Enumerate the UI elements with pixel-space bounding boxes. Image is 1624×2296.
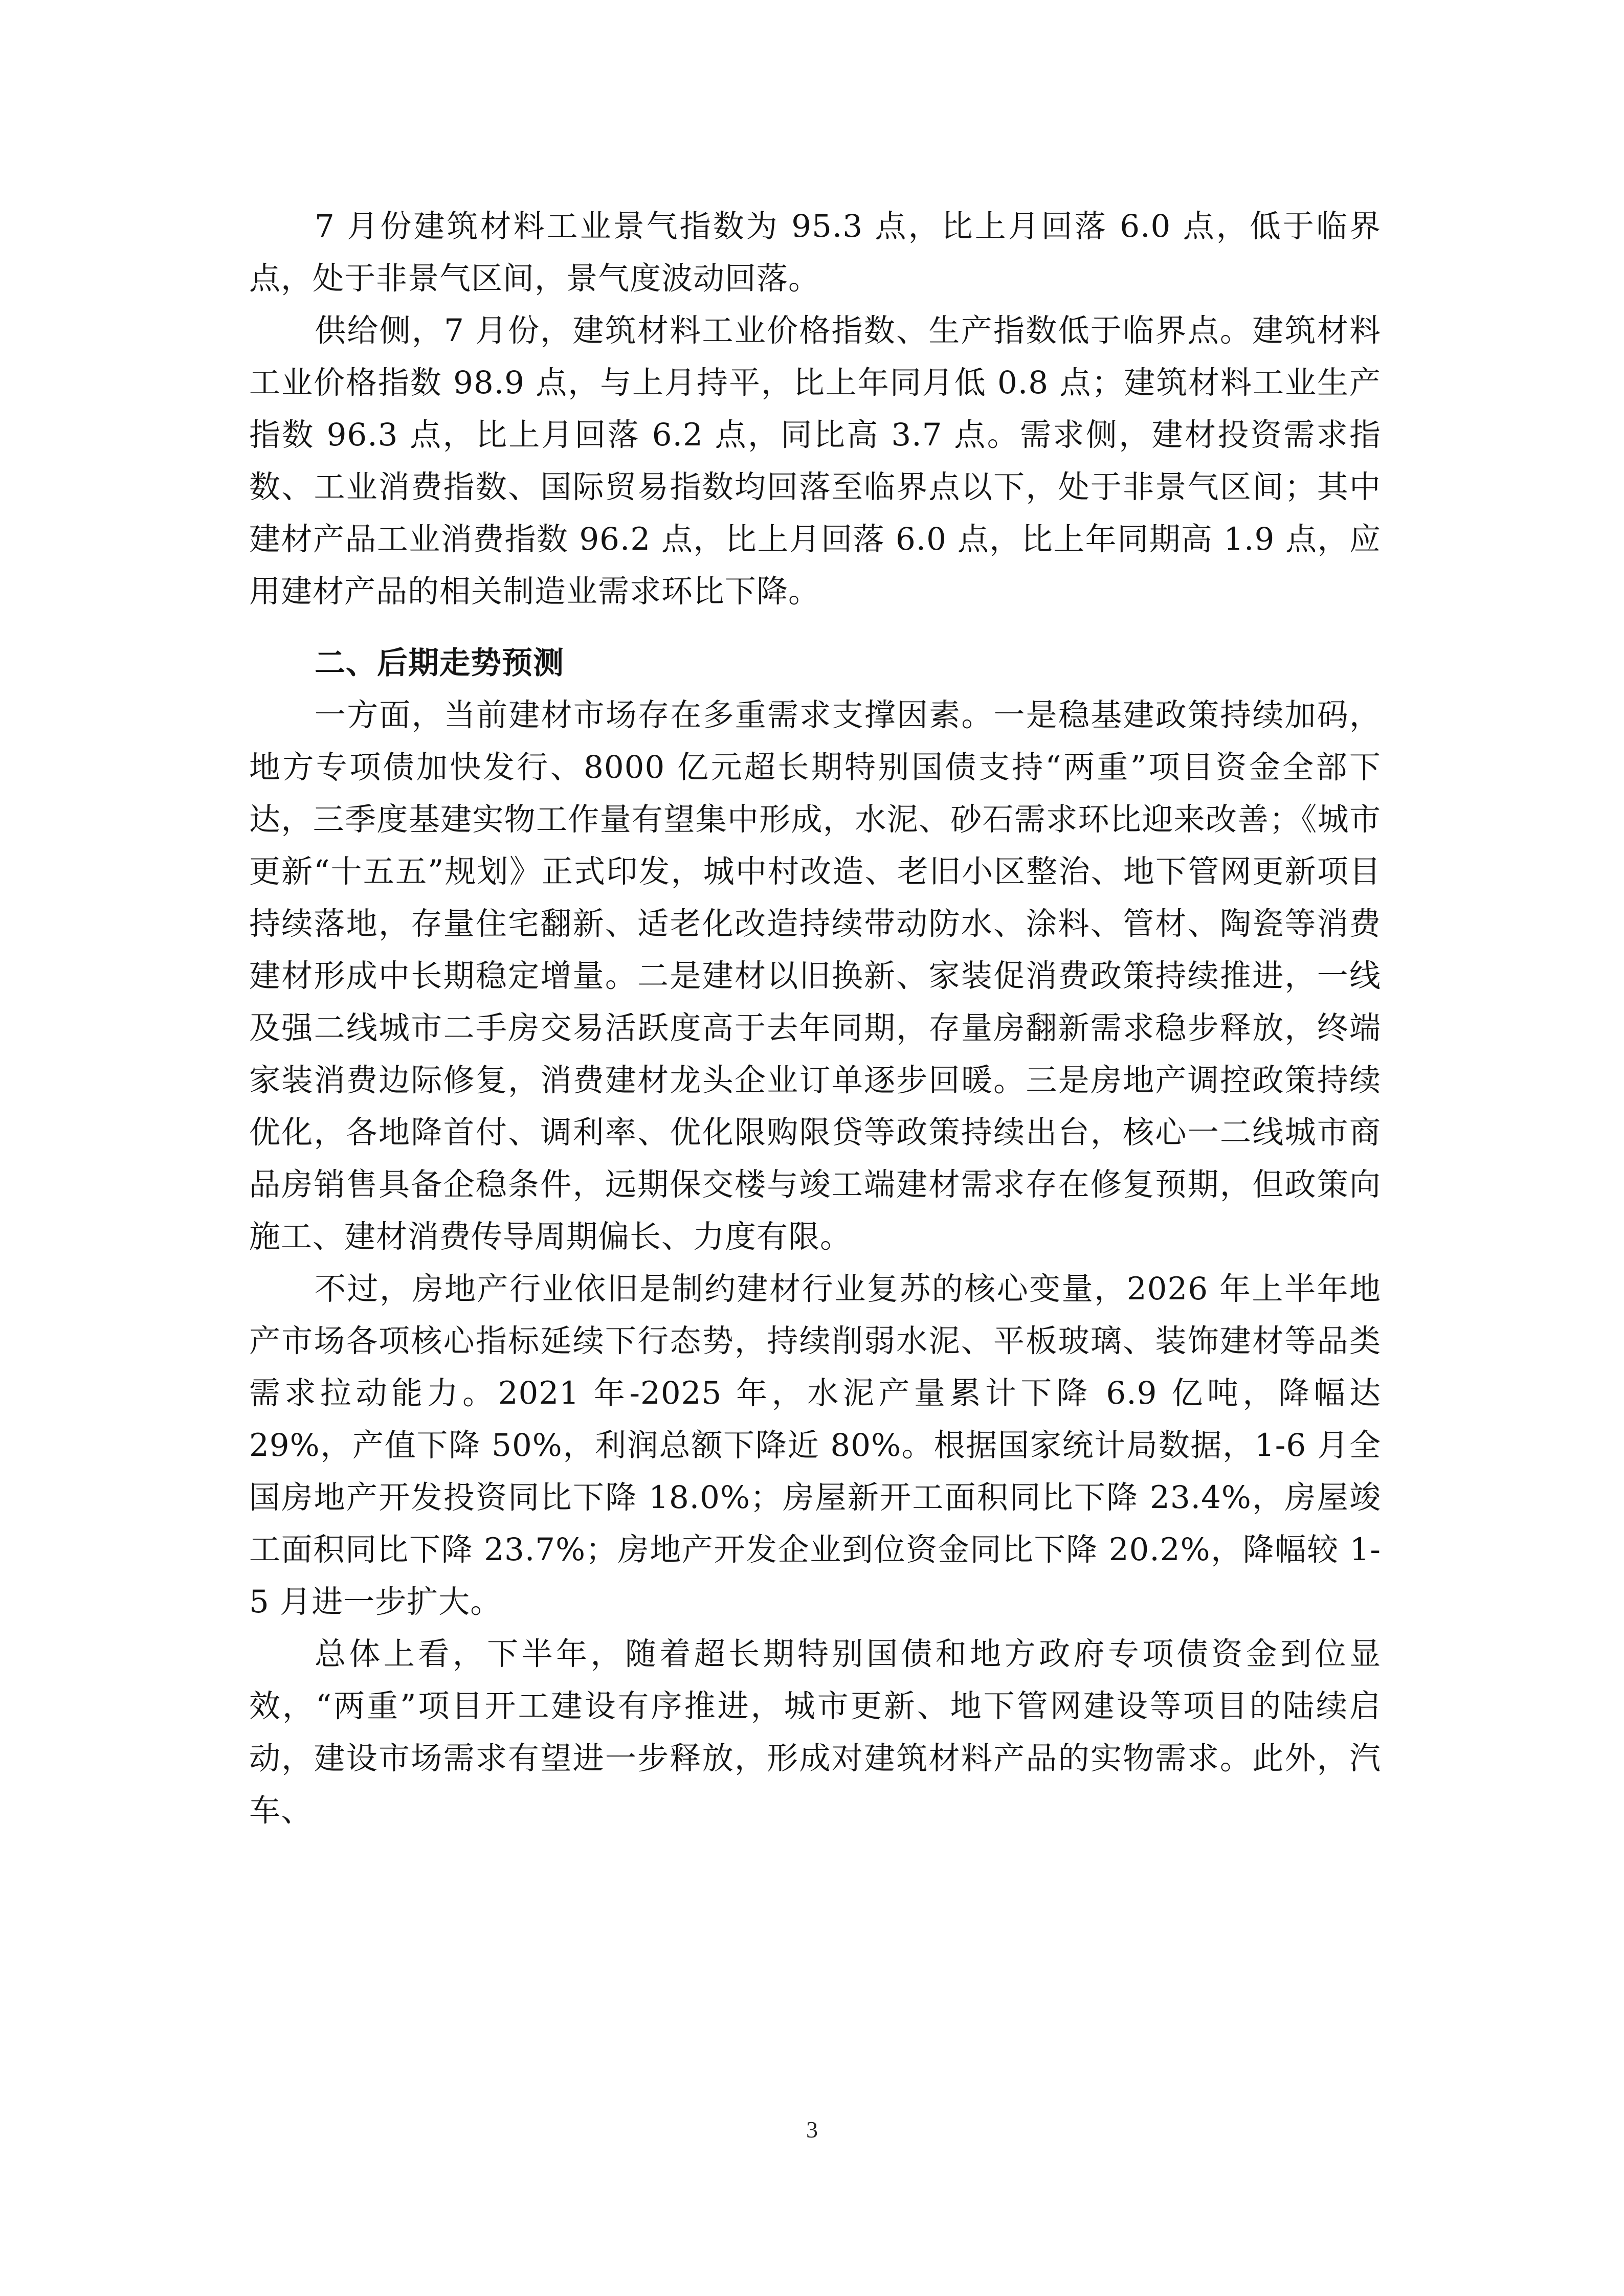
page-number: 3 [806, 2117, 818, 2143]
document-body [249, 200, 1381, 1837]
paragraph-index-summary: 7 月份建筑材料工业景气指数为 95.3 点，比上月回落 6.0 点，低于临界点，处于非景气区间，景气度波动回落。 [249, 208, 1381, 297]
section-heading: 二、后期走势预测 [315, 645, 564, 681]
paragraph-demand-support: 一方面，当前建材市场存在多重需求支撑因素。一是稳基建政策持续加码，地方专项债加快发行、8000 亿元超长期特别国债支持“两重”项目资金全部下达，三季度基建实物工作量有望集中形成，水泥、砂石需求环比迎来改善；《城市更新“十五五”规划》正式印发，城中村改造、老旧小区整治、地下管网更新项目持续落地，存量住宅翻新、适老化改造持续带动防水、涂料、管材、陶瓷等消费建材形成中长期稳定增量。二是建材以旧换新、家装促消费政策持续推进，一线及强二线城市二手房交易活跃度高于去年同期，存量房翻新需求稳步释放，终端家装消费边际修复，消费建材龙头企业订单逐步回暖。三是房地产调控政策持续优化，各地降首付、调利率、优化限购限贷等政策持续出台，核心一二线城市商品房销售具备企稳条件，远期保交楼与竣工端建材需求存在修复预期，但政策向施工、建材消费传导周期偏长、力度有限。 [249, 697, 1381, 1255]
paragraph-real-estate-drag: 不过，房地产行业依旧是制约建材行业复苏的核心变量，2026 年上半年地产市场各项核心指标延续下行态势，持续削弱水泥、平板玻璃、装饰建材等品类需求拉动能力。2021 年-2025 年，水泥产量累计下降 6.9 亿吨，降幅达 29%，产值下降 50%，利润总额下降近 80%。根据国家统计局数据，1-6 月全国房地产开发投资同比下降 18.0%；房屋新开工面积同比下降 23.4%，房屋竣工面积同比下降 23.7%；房地产开发企业到位资金同比下降 20.2%，降幅较 1-5 月进一步扩大。 [249, 1271, 1381, 1620]
paragraph-outlook: 总体上看，下半年，随着超长期特别国债和地方政府专项债资金到位显效，“两重”项目开工建设有序推进，城市更新、地下管网建设等项目的陆续启动，建设市场需求有望进一步释放，形成对建筑材料产品的实物需求。此外，汽车、 [249, 1636, 1381, 1829]
section-spacer [249, 618, 1381, 637]
paragraph-supply-demand: 供给侧，7 月份，建筑材料工业价格指数、生产指数低于临界点。建筑材料工业价格指数 98.9 点，与上月持平，比上年同月低 0.8 点；建筑材料工业生产指数 96.3 点，比上月回落 6.2 点，同比高 3.7 点。需求侧，建材投资需求指数、工业消费指数、国际贸易指数均回落至临界点以下，处于非景气区间；其中建材产品工业消费指数 96.2 点，比上月回落 6.0 点，比上年同期高 1.9 点，应用建材产品的相关制造业需求环比下降。 [249, 312, 1381, 610]
